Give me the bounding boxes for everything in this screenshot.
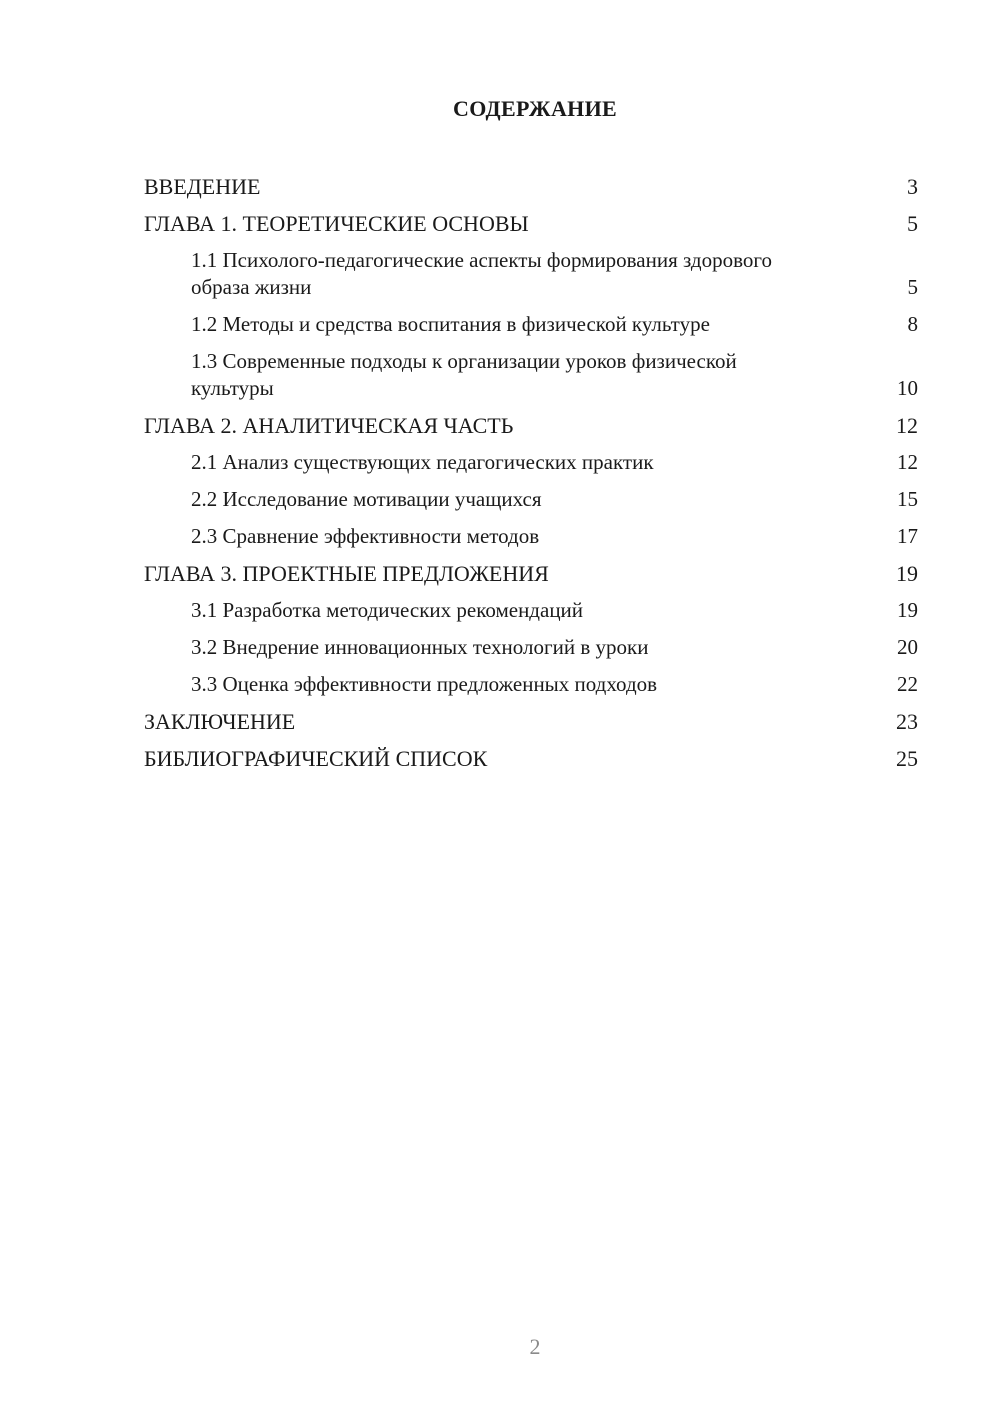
toc-entry-page: 10 xyxy=(897,376,918,400)
toc-entry-chapter-3[interactable] xyxy=(144,555,918,592)
toc-entry-label: 2.2 Исследование мотивации учащихся xyxy=(191,487,542,511)
toc-entry-section-1-2[interactable] xyxy=(144,306,918,343)
toc-entry-section-3-2[interactable] xyxy=(144,629,918,666)
toc-entry-label: ГЛАВА 2. АНАЛИТИЧЕСКАЯ ЧАСТЬ xyxy=(144,413,514,438)
toc-entry-chapter-2[interactable] xyxy=(144,407,918,444)
toc-entry-label: ГЛАВА 3. ПРОЕКТНЫЕ ПРЕДЛОЖЕНИЯ xyxy=(144,561,549,586)
table-of-contents xyxy=(144,168,918,777)
toc-entry-label: 3.2 Внедрение инновационных технологий в уроки xyxy=(191,635,649,659)
toc-entry-conclusion[interactable] xyxy=(144,703,918,740)
toc-entry-label: ЗАКЛЮЧЕНИЕ xyxy=(144,709,296,734)
toc-entry-page: 22 xyxy=(897,672,918,696)
toc-entry-chapter-1[interactable] xyxy=(144,205,918,242)
toc-entry-label: 1.3 Современные подходы к организации уроков физической культуры xyxy=(191,349,737,400)
toc-entry-page: 12 xyxy=(897,450,918,474)
toc-entry-introduction[interactable] xyxy=(144,168,918,205)
toc-entry-label: ВВЕДЕНИЕ xyxy=(144,174,261,199)
page-number: 2 xyxy=(529,1334,541,1359)
toc-entry-section-2-2[interactable] xyxy=(144,481,918,518)
toc-entry-label: 3.3 Оценка эффективности предложенных подходов xyxy=(191,672,658,696)
toc-entry-label: 2.1 Анализ существующих педагогических практик xyxy=(191,450,654,474)
toc-entry-label: ГЛАВА 1. ТЕОРЕТИЧЕСКИЕ ОСНОВЫ xyxy=(144,211,529,236)
toc-entry-label: 1.1 Психолого-педагогические аспекты формирования здорового образа жизни xyxy=(191,248,772,299)
toc-entry-page: 15 xyxy=(897,487,918,511)
toc-entry-label: 3.1 Разработка методических рекомендаций xyxy=(191,598,584,622)
toc-entry-page: 19 xyxy=(897,598,918,622)
toc-entry-page: 20 xyxy=(897,635,918,659)
toc-entry-bibliography[interactable] xyxy=(144,740,918,777)
toc-entry-section-1-1[interactable] xyxy=(144,242,918,306)
toc-entry-label: БИБЛИОГРАФИЧЕСКИЙ СПИСОК xyxy=(144,746,488,771)
toc-entry-page: 5 xyxy=(907,211,918,236)
toc-entry-page: 23 xyxy=(896,709,918,734)
toc-entry-section-1-3[interactable] xyxy=(144,343,918,407)
toc-entry-page: 12 xyxy=(896,413,918,438)
toc-entry-page: 5 xyxy=(907,275,918,299)
toc-entry-section-2-3[interactable] xyxy=(144,518,918,555)
toc-entry-page: 3 xyxy=(907,174,918,199)
toc-entry-section-3-3[interactable] xyxy=(144,666,918,703)
toc-entry-page: 8 xyxy=(907,312,918,336)
toc-entry-page: 17 xyxy=(897,524,918,548)
page-title: СОДЕРЖАНИЕ xyxy=(453,96,617,121)
toc-entry-page: 19 xyxy=(896,561,918,586)
toc-entry-page: 25 xyxy=(896,746,918,771)
toc-entry-label: 1.2 Методы и средства воспитания в физической культуре xyxy=(191,312,710,336)
toc-entry-section-2-1[interactable] xyxy=(144,444,918,481)
toc-entry-section-3-1[interactable] xyxy=(144,592,918,629)
toc-entry-label: 2.3 Сравнение эффективности методов xyxy=(191,524,540,548)
